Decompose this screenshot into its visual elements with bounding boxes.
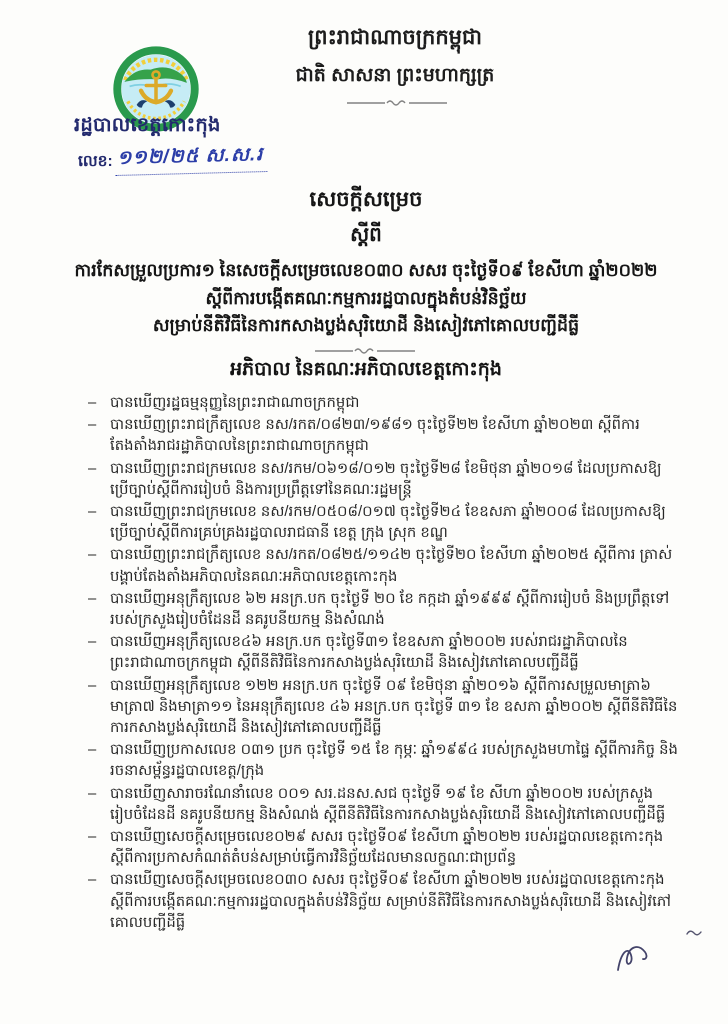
divider-ornament	[315, 345, 415, 357]
bullet-dash: –	[88, 634, 97, 651]
national-header	[180, 24, 610, 91]
recital-text: បានឃើញអនុក្រឹត្យលេខ ៦២ អនក្រ.បក ចុះថ្ងៃទី ២០ ខែ កក្កដា ឆ្នាំ១៩៩៩ ស្តីពីការរៀបចំ និងប្រព្រឹត្តទៅរបស់ក្រសួងរៀបចំដែនដី នគរូបនីយកម្ម និងសំណង់	[110, 590, 670, 629]
list-item	[88, 393, 680, 414]
bullet-dash: –	[88, 395, 97, 411]
regarding-label: ស្តីពី	[350, 224, 382, 246]
bullet-dash: –	[88, 829, 97, 846]
list-item	[88, 545, 680, 587]
pen-tick-icon	[686, 928, 702, 938]
recital-text: បានឃើញសេចក្តីសម្រេចលេខ០៣០ សសរ ចុះថ្ងៃទី០៩ ខែសីហា ឆ្នាំ២០២២ របស់រដ្ឋបាលខេត្តកោះកុង ស្តីពីការបង្កើតគណៈកម្មការរដ្ឋបាលក្នុងតំបន់វិនិច្ឆ័យ សម្រាប់នីតិវិធីនៃការកសាងប្លង់សុរិយោដី និងសៀវភៅគោលបញ្ជីដីធ្លី	[110, 872, 671, 931]
list-item	[88, 632, 680, 674]
recital-text: បានឃើញរដ្ឋធម្មនុញ្ញនៃព្រះរាជាណាចក្រកម្ពុជា	[110, 395, 360, 411]
recital-text: បានឃើញប្រកាសលេខ ០៣១ ប្រក ចុះថ្ងៃទី ១៥ ខែ កុម្ភៈ ឆ្នាំ១៩៩៤ របស់ក្រសួងមហាផ្ទៃ ស្តីពីការកិច្ច និងរចនាសម្ព័ន្ធរដ្ឋបាលខេត្ត/ក្រុង	[110, 742, 678, 780]
recital-text: បានឃើញសេចក្តីសម្រេចលេខ០២៩ សសរ ចុះថ្ងៃទី០៩ ខែសីហា ឆ្នាំ២០២២ របស់រដ្ឋបាលខេត្តកោះកុង ស្តីពីការប្រកាសកំណត់តំបន់សម្រាប់ធ្វើការវិនិច្ឆ័យដែលមានលក្ខណៈជាប្រព័ន្ធ	[110, 829, 664, 867]
document-type-title: សេចក្តីសម្រេច	[309, 188, 423, 211]
bullet-dash: –	[88, 417, 97, 434]
bullet-dash: –	[88, 590, 97, 607]
handwritten-ref-number: ១១២/២៥ ស.ស.រ	[114, 142, 267, 176]
subject-line: ស្តីពីការបង្កើតគណៈកម្មការរដ្ឋបាលក្នុងតំបន់វិនិច្ឆ័យ	[205, 287, 527, 308]
recital-text: បានឃើញព្រះរាជក្រមលេខ នស/រកម/០៦១៨/០១២ ចុះថ្ងៃទី២៨ ខែមិថុនា ឆ្នាំ២០១៨ ដែលប្រកាសឱ្យប្រើច្បាប់ស្តីពីការរៀបចំ និងការប្រព្រឹត្តទៅនៃគណៈរដ្ឋមន្ត្រី	[110, 460, 662, 498]
list-item	[88, 870, 680, 934]
recital-text: បានឃើញសារាចរណែនាំលេខ ០០១ សរ.ដនស.សជ ចុះថ្ងៃទី ១៩ ខែ សីហា ឆ្នាំ២០០២ របស់ក្រសួងរៀបចំដែនដី នគរូបនីយកម្ម និងសំណង់ ស្តីពីនីតិវិធីនៃការកសាងប្លង់សុរិយោដី និងសៀវភៅគោលបញ្ជីដីធ្លី	[110, 785, 666, 823]
bullet-dash: –	[88, 504, 97, 521]
kingdom-title: ព្រះរាជាណាចក្រកម្ពុជា	[307, 26, 482, 49]
authority-heading: អភិបាល នៃគណៈអភិបាលខេត្តកោះកុង	[230, 359, 502, 380]
recital-text: បានឃើញព្រះរាជក្រមលេខ នស/រកម/០៥០៨/០១៧ ចុះថ្ងៃទី២៤ ខែឧសភា ឆ្នាំ២០០៨ ដែលប្រកាសឱ្យប្រើច្បាប់ស្តីពីការគ្រប់គ្រងរដ្ឋបាលរាជធានី ខេត្ត ក្រុង ស្រុក ខណ្ឌ	[110, 504, 666, 542]
recitals-list	[88, 393, 680, 935]
list-item	[88, 784, 680, 826]
bullet-dash: –	[88, 547, 97, 564]
list-item	[88, 459, 680, 501]
bullet-dash: –	[88, 460, 97, 477]
issuer-name: រដ្ឋបាលខេត្តកោះកុង	[74, 114, 221, 136]
bullet-dash: –	[88, 742, 97, 759]
recital-text: បានឃើញអនុក្រឹត្យលេខ ១២២ អនក្រ.បក ចុះថ្ងៃទី ០៩ ខែមិថុនា ឆ្នាំ២០១៦ ស្តីពីការសម្រួលមាត្រា៦ មាត្រា៧ និងមាត្រា១១ នៃអនុក្រឹត្យលេខ ៤៦ អនក្រ.បក ចុះថ្ងៃទី ៣១ ខែ ឧសភា ឆ្នាំ២០០២ ស្តីពីនីតិវិធីនៃការកសាងប្លង់សុរិយោដី និងសៀវភៅគោលបញ្ជីដីធ្លី	[110, 677, 678, 737]
subject-line: ការកែសម្រួលប្រការ១ នៃសេចក្តីសម្រេចលេខ០៣០ សសរ ចុះថ្ងៃទី០៩ ខែសីហា ឆ្នាំ២០២២	[74, 260, 658, 280]
list-item	[88, 676, 680, 740]
list-item	[88, 827, 680, 869]
list-item	[88, 502, 680, 544]
bullet-dash: –	[88, 872, 97, 889]
recital-text: បានឃើញព្រះរាជក្រឹត្យលេខ នស/រកត/០៨២៣/១៩៨១ ចុះថ្ងៃទី២២ ខែសីហា ឆ្នាំ២០២៣ ស្តីពីការតែងតាំងរាជរដ្ឋាភិបាលនៃព្រះរាជាណាចក្រកម្ពុជា	[110, 417, 640, 455]
recital-text: បានឃើញព្រះរាជក្រឹត្យលេខ នស/រកត/០៨២៥/១១៤២ ចុះថ្ងៃទី២០ ខែសីហា ឆ្នាំ២០២៥ ស្តីពីការ ត្រាស់បង្គាប់តែងតាំងអភិបាលនៃគណៈអភិបាលខេត្តកោះកុង	[110, 547, 673, 585]
national-motto: ជាតិ សាសនា ព្រះមហាក្សត្រ	[295, 65, 495, 86]
bullet-dash: –	[88, 785, 97, 802]
divider-ornament	[347, 97, 447, 109]
document-title-block	[30, 186, 702, 340]
recital-text: បានឃើញអនុក្រឹត្យលេខ៤៦ អនក្រ.បក ចុះថ្ងៃទី៣១ ខែឧសភា ឆ្នាំ២០០២ របស់រាជរដ្ឋាភិបាលនៃព្រះរាជាណាចក្រកម្ពុជា ស្តីពីនីតិវិធីនៃការកសាងប្លង់សុរិយោដី និងសៀវភៅគោលបញ្ជីដីធ្លី	[110, 634, 628, 672]
list-item	[88, 740, 680, 782]
subject-line: សម្រាប់នីតិវិធីនៃការកសាងប្លង់សុរិយោដី និងសៀវភៅគោលបញ្ជីដីធ្លី	[152, 315, 580, 335]
bullet-dash: –	[88, 677, 97, 694]
list-item	[88, 415, 680, 457]
list-item	[88, 589, 680, 631]
ref-label: លេខ:	[78, 153, 113, 170]
reference-number-line	[78, 144, 267, 174]
pen-squiggle-icon	[612, 936, 666, 980]
